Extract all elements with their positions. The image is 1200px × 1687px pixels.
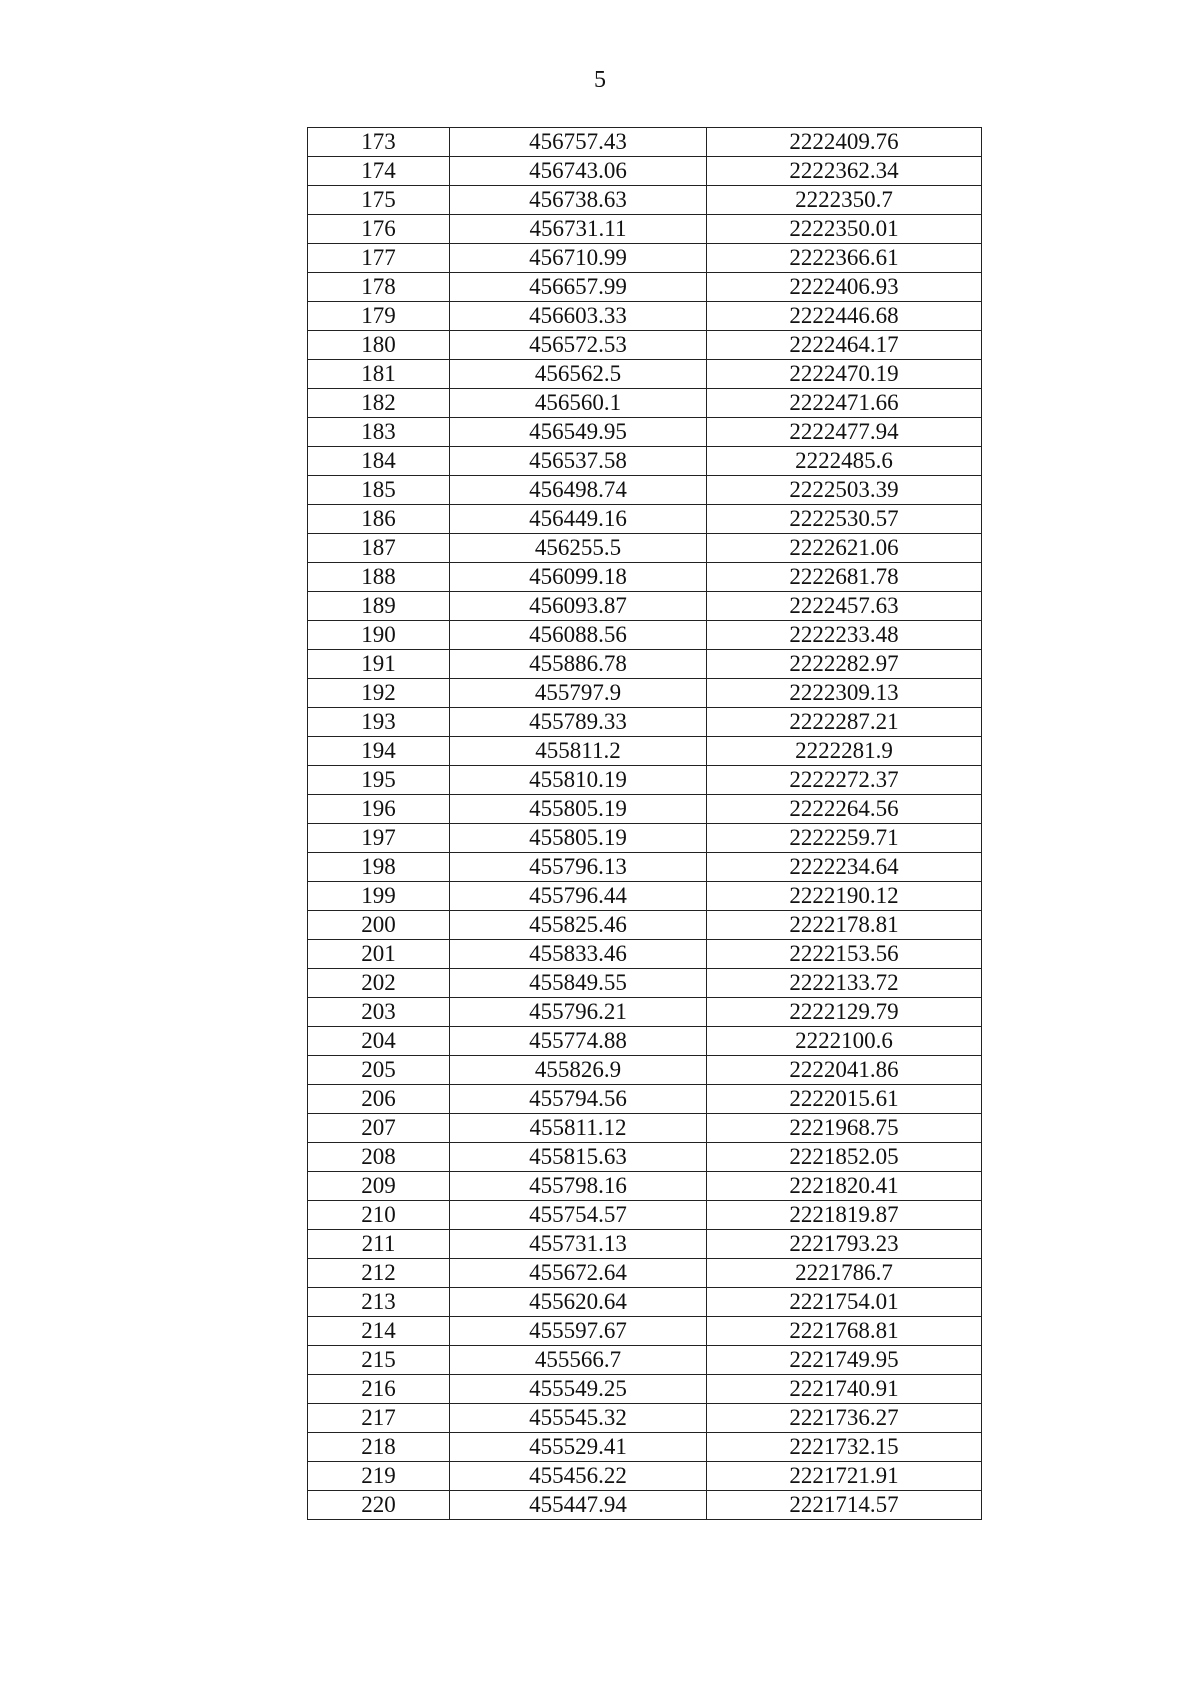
table-row xyxy=(308,1201,982,1230)
y-coordinate-cell: 2222366.61 xyxy=(707,244,982,273)
x-coordinate-cell: 455796.21 xyxy=(450,998,707,1027)
x-coordinate-cell: 455566.7 xyxy=(450,1346,707,1375)
point-number-cell: 190 xyxy=(308,621,450,650)
table-row xyxy=(308,1317,982,1346)
point-number-cell: 210 xyxy=(308,1201,450,1230)
point-number-cell: 176 xyxy=(308,215,450,244)
table-row xyxy=(308,563,982,592)
table-row xyxy=(308,853,982,882)
x-coordinate-cell: 456731.11 xyxy=(450,215,707,244)
point-number-cell: 181 xyxy=(308,360,450,389)
x-coordinate-cell: 455456.22 xyxy=(450,1462,707,1491)
x-coordinate-cell: 455805.19 xyxy=(450,795,707,824)
point-number-cell: 209 xyxy=(308,1172,450,1201)
point-number-cell: 217 xyxy=(308,1404,450,1433)
table-row xyxy=(308,128,982,157)
x-coordinate-cell: 455886.78 xyxy=(450,650,707,679)
y-coordinate-cell: 2222350.01 xyxy=(707,215,982,244)
table-row xyxy=(308,1230,982,1259)
point-number-cell: 177 xyxy=(308,244,450,273)
point-number-cell: 180 xyxy=(308,331,450,360)
point-number-cell: 178 xyxy=(308,273,450,302)
y-coordinate-cell: 2222471.66 xyxy=(707,389,982,418)
y-coordinate-cell: 2222041.86 xyxy=(707,1056,982,1085)
x-coordinate-cell: 456560.1 xyxy=(450,389,707,418)
table-row xyxy=(308,447,982,476)
point-number-cell: 185 xyxy=(308,476,450,505)
y-coordinate-cell: 2222281.9 xyxy=(707,737,982,766)
point-number-cell: 202 xyxy=(308,969,450,998)
y-coordinate-cell: 2221749.95 xyxy=(707,1346,982,1375)
point-number-cell: 211 xyxy=(308,1230,450,1259)
y-coordinate-cell: 2221740.91 xyxy=(707,1375,982,1404)
x-coordinate-cell: 456498.74 xyxy=(450,476,707,505)
y-coordinate-cell: 2222457.63 xyxy=(707,592,982,621)
y-coordinate-cell: 2222272.37 xyxy=(707,766,982,795)
x-coordinate-cell: 456603.33 xyxy=(450,302,707,331)
y-coordinate-cell: 2222446.68 xyxy=(707,302,982,331)
table-row xyxy=(308,1056,982,1085)
x-coordinate-cell: 455811.2 xyxy=(450,737,707,766)
point-number-cell: 213 xyxy=(308,1288,450,1317)
point-number-cell: 219 xyxy=(308,1462,450,1491)
y-coordinate-cell: 2221819.87 xyxy=(707,1201,982,1230)
y-coordinate-cell: 2222233.48 xyxy=(707,621,982,650)
y-coordinate-cell: 2222100.6 xyxy=(707,1027,982,1056)
table-row xyxy=(308,331,982,360)
x-coordinate-cell: 455826.9 xyxy=(450,1056,707,1085)
x-coordinate-cell: 455798.16 xyxy=(450,1172,707,1201)
y-coordinate-cell: 2221732.15 xyxy=(707,1433,982,1462)
y-coordinate-cell: 2222621.06 xyxy=(707,534,982,563)
x-coordinate-cell: 455789.33 xyxy=(450,708,707,737)
table-row xyxy=(308,157,982,186)
point-number-cell: 192 xyxy=(308,679,450,708)
table-row xyxy=(308,1346,982,1375)
y-coordinate-cell: 2221721.91 xyxy=(707,1462,982,1491)
y-coordinate-cell: 2222503.39 xyxy=(707,476,982,505)
y-coordinate-cell: 2222015.61 xyxy=(707,1085,982,1114)
x-coordinate-cell: 455672.64 xyxy=(450,1259,707,1288)
table-row xyxy=(308,650,982,679)
table-row xyxy=(308,1172,982,1201)
point-number-cell: 174 xyxy=(308,157,450,186)
point-number-cell: 191 xyxy=(308,650,450,679)
x-coordinate-cell: 455796.44 xyxy=(450,882,707,911)
y-coordinate-cell: 2222264.56 xyxy=(707,795,982,824)
y-coordinate-cell: 2221754.01 xyxy=(707,1288,982,1317)
x-coordinate-cell: 456255.5 xyxy=(450,534,707,563)
table-row xyxy=(308,766,982,795)
point-number-cell: 203 xyxy=(308,998,450,1027)
point-number-cell: 182 xyxy=(308,389,450,418)
table-row xyxy=(308,418,982,447)
x-coordinate-cell: 455811.12 xyxy=(450,1114,707,1143)
x-coordinate-cell: 456757.43 xyxy=(450,128,707,157)
point-number-cell: 218 xyxy=(308,1433,450,1462)
y-coordinate-cell: 2221820.41 xyxy=(707,1172,982,1201)
y-coordinate-cell: 2222362.34 xyxy=(707,157,982,186)
y-coordinate-cell: 2222153.56 xyxy=(707,940,982,969)
point-number-cell: 195 xyxy=(308,766,450,795)
x-coordinate-cell: 456449.16 xyxy=(450,505,707,534)
x-coordinate-cell: 456657.99 xyxy=(450,273,707,302)
table-row xyxy=(308,186,982,215)
y-coordinate-cell: 2222530.57 xyxy=(707,505,982,534)
point-number-cell: 189 xyxy=(308,592,450,621)
table-row xyxy=(308,244,982,273)
table-row xyxy=(308,273,982,302)
y-coordinate-cell: 2222406.93 xyxy=(707,273,982,302)
table-row xyxy=(308,737,982,766)
table-row xyxy=(308,824,982,853)
x-coordinate-cell: 456710.99 xyxy=(450,244,707,273)
point-number-cell: 194 xyxy=(308,737,450,766)
point-number-cell: 220 xyxy=(308,1491,450,1520)
x-coordinate-cell: 455815.63 xyxy=(450,1143,707,1172)
y-coordinate-cell: 2222133.72 xyxy=(707,969,982,998)
table-row xyxy=(308,476,982,505)
x-coordinate-cell: 455796.13 xyxy=(450,853,707,882)
y-coordinate-cell: 2222485.6 xyxy=(707,447,982,476)
y-coordinate-cell: 2222178.81 xyxy=(707,911,982,940)
table-row xyxy=(308,1027,982,1056)
point-number-cell: 216 xyxy=(308,1375,450,1404)
y-coordinate-cell: 2221852.05 xyxy=(707,1143,982,1172)
y-coordinate-cell: 2221768.81 xyxy=(707,1317,982,1346)
x-coordinate-cell: 455810.19 xyxy=(450,766,707,795)
table-row xyxy=(308,998,982,1027)
y-coordinate-cell: 2222129.79 xyxy=(707,998,982,1027)
y-coordinate-cell: 2221736.27 xyxy=(707,1404,982,1433)
x-coordinate-cell: 455529.41 xyxy=(450,1433,707,1462)
x-coordinate-cell: 456099.18 xyxy=(450,563,707,592)
x-coordinate-cell: 455731.13 xyxy=(450,1230,707,1259)
point-number-cell: 188 xyxy=(308,563,450,592)
y-coordinate-cell: 2222282.97 xyxy=(707,650,982,679)
point-number-cell: 198 xyxy=(308,853,450,882)
point-number-cell: 173 xyxy=(308,128,450,157)
y-coordinate-cell: 2222287.21 xyxy=(707,708,982,737)
table-row xyxy=(308,1404,982,1433)
y-coordinate-cell: 2222350.7 xyxy=(707,186,982,215)
y-coordinate-cell: 2221786.7 xyxy=(707,1259,982,1288)
table-row xyxy=(308,621,982,650)
table-row xyxy=(308,911,982,940)
table-row xyxy=(308,1462,982,1491)
table-row xyxy=(308,1143,982,1172)
x-coordinate-cell: 456743.06 xyxy=(450,157,707,186)
point-number-cell: 215 xyxy=(308,1346,450,1375)
x-coordinate-cell: 455754.57 xyxy=(450,1201,707,1230)
y-coordinate-cell: 2221793.23 xyxy=(707,1230,982,1259)
x-coordinate-cell: 456562.5 xyxy=(450,360,707,389)
point-number-cell: 175 xyxy=(308,186,450,215)
table-row xyxy=(308,969,982,998)
x-coordinate-cell: 455833.46 xyxy=(450,940,707,969)
y-coordinate-cell: 2222234.64 xyxy=(707,853,982,882)
table-row xyxy=(308,302,982,331)
x-coordinate-cell: 456572.53 xyxy=(450,331,707,360)
y-coordinate-cell: 2222681.78 xyxy=(707,563,982,592)
point-number-cell: 179 xyxy=(308,302,450,331)
point-number-cell: 183 xyxy=(308,418,450,447)
table-row xyxy=(308,940,982,969)
coordinates-table xyxy=(307,127,982,1520)
table-row xyxy=(308,708,982,737)
y-coordinate-cell: 2222464.17 xyxy=(707,331,982,360)
point-number-cell: 207 xyxy=(308,1114,450,1143)
table-row xyxy=(308,360,982,389)
point-number-cell: 200 xyxy=(308,911,450,940)
point-number-cell: 186 xyxy=(308,505,450,534)
x-coordinate-cell: 455549.25 xyxy=(450,1375,707,1404)
table-row xyxy=(308,1491,982,1520)
y-coordinate-cell: 2222259.71 xyxy=(707,824,982,853)
point-number-cell: 201 xyxy=(308,940,450,969)
x-coordinate-cell: 456549.95 xyxy=(450,418,707,447)
table-row xyxy=(308,1114,982,1143)
x-coordinate-cell: 455597.67 xyxy=(450,1317,707,1346)
table-row xyxy=(308,505,982,534)
point-number-cell: 196 xyxy=(308,795,450,824)
table-row xyxy=(308,1288,982,1317)
table-row xyxy=(308,882,982,911)
point-number-cell: 208 xyxy=(308,1143,450,1172)
coordinates-table-body xyxy=(308,128,982,1520)
point-number-cell: 187 xyxy=(308,534,450,563)
point-number-cell: 205 xyxy=(308,1056,450,1085)
x-coordinate-cell: 455797.9 xyxy=(450,679,707,708)
table-row xyxy=(308,592,982,621)
y-coordinate-cell: 2222477.94 xyxy=(707,418,982,447)
point-number-cell: 204 xyxy=(308,1027,450,1056)
table-row xyxy=(308,679,982,708)
x-coordinate-cell: 455794.56 xyxy=(450,1085,707,1114)
point-number-cell: 206 xyxy=(308,1085,450,1114)
y-coordinate-cell: 2222409.76 xyxy=(707,128,982,157)
y-coordinate-cell: 2222309.13 xyxy=(707,679,982,708)
point-number-cell: 214 xyxy=(308,1317,450,1346)
table-row xyxy=(308,1259,982,1288)
point-number-cell: 193 xyxy=(308,708,450,737)
x-coordinate-cell: 455849.55 xyxy=(450,969,707,998)
table-row xyxy=(308,1433,982,1462)
x-coordinate-cell: 456738.63 xyxy=(450,186,707,215)
x-coordinate-cell: 455774.88 xyxy=(450,1027,707,1056)
point-number-cell: 212 xyxy=(308,1259,450,1288)
x-coordinate-cell: 455825.46 xyxy=(450,911,707,940)
table-row xyxy=(308,389,982,418)
x-coordinate-cell: 456093.87 xyxy=(450,592,707,621)
y-coordinate-cell: 2221968.75 xyxy=(707,1114,982,1143)
x-coordinate-cell: 455805.19 xyxy=(450,824,707,853)
x-coordinate-cell: 456088.56 xyxy=(450,621,707,650)
y-coordinate-cell: 2222470.19 xyxy=(707,360,982,389)
point-number-cell: 184 xyxy=(308,447,450,476)
table-row xyxy=(308,534,982,563)
point-number-cell: 199 xyxy=(308,882,450,911)
y-coordinate-cell: 2221714.57 xyxy=(707,1491,982,1520)
table-row xyxy=(308,1375,982,1404)
x-coordinate-cell: 455545.32 xyxy=(450,1404,707,1433)
point-number-cell: 197 xyxy=(308,824,450,853)
page-number: 5 xyxy=(594,67,606,93)
table-row xyxy=(308,795,982,824)
y-coordinate-cell: 2222190.12 xyxy=(707,882,982,911)
x-coordinate-cell: 455620.64 xyxy=(450,1288,707,1317)
x-coordinate-cell: 456537.58 xyxy=(450,447,707,476)
table-row xyxy=(308,215,982,244)
table-row xyxy=(308,1085,982,1114)
x-coordinate-cell: 455447.94 xyxy=(450,1491,707,1520)
